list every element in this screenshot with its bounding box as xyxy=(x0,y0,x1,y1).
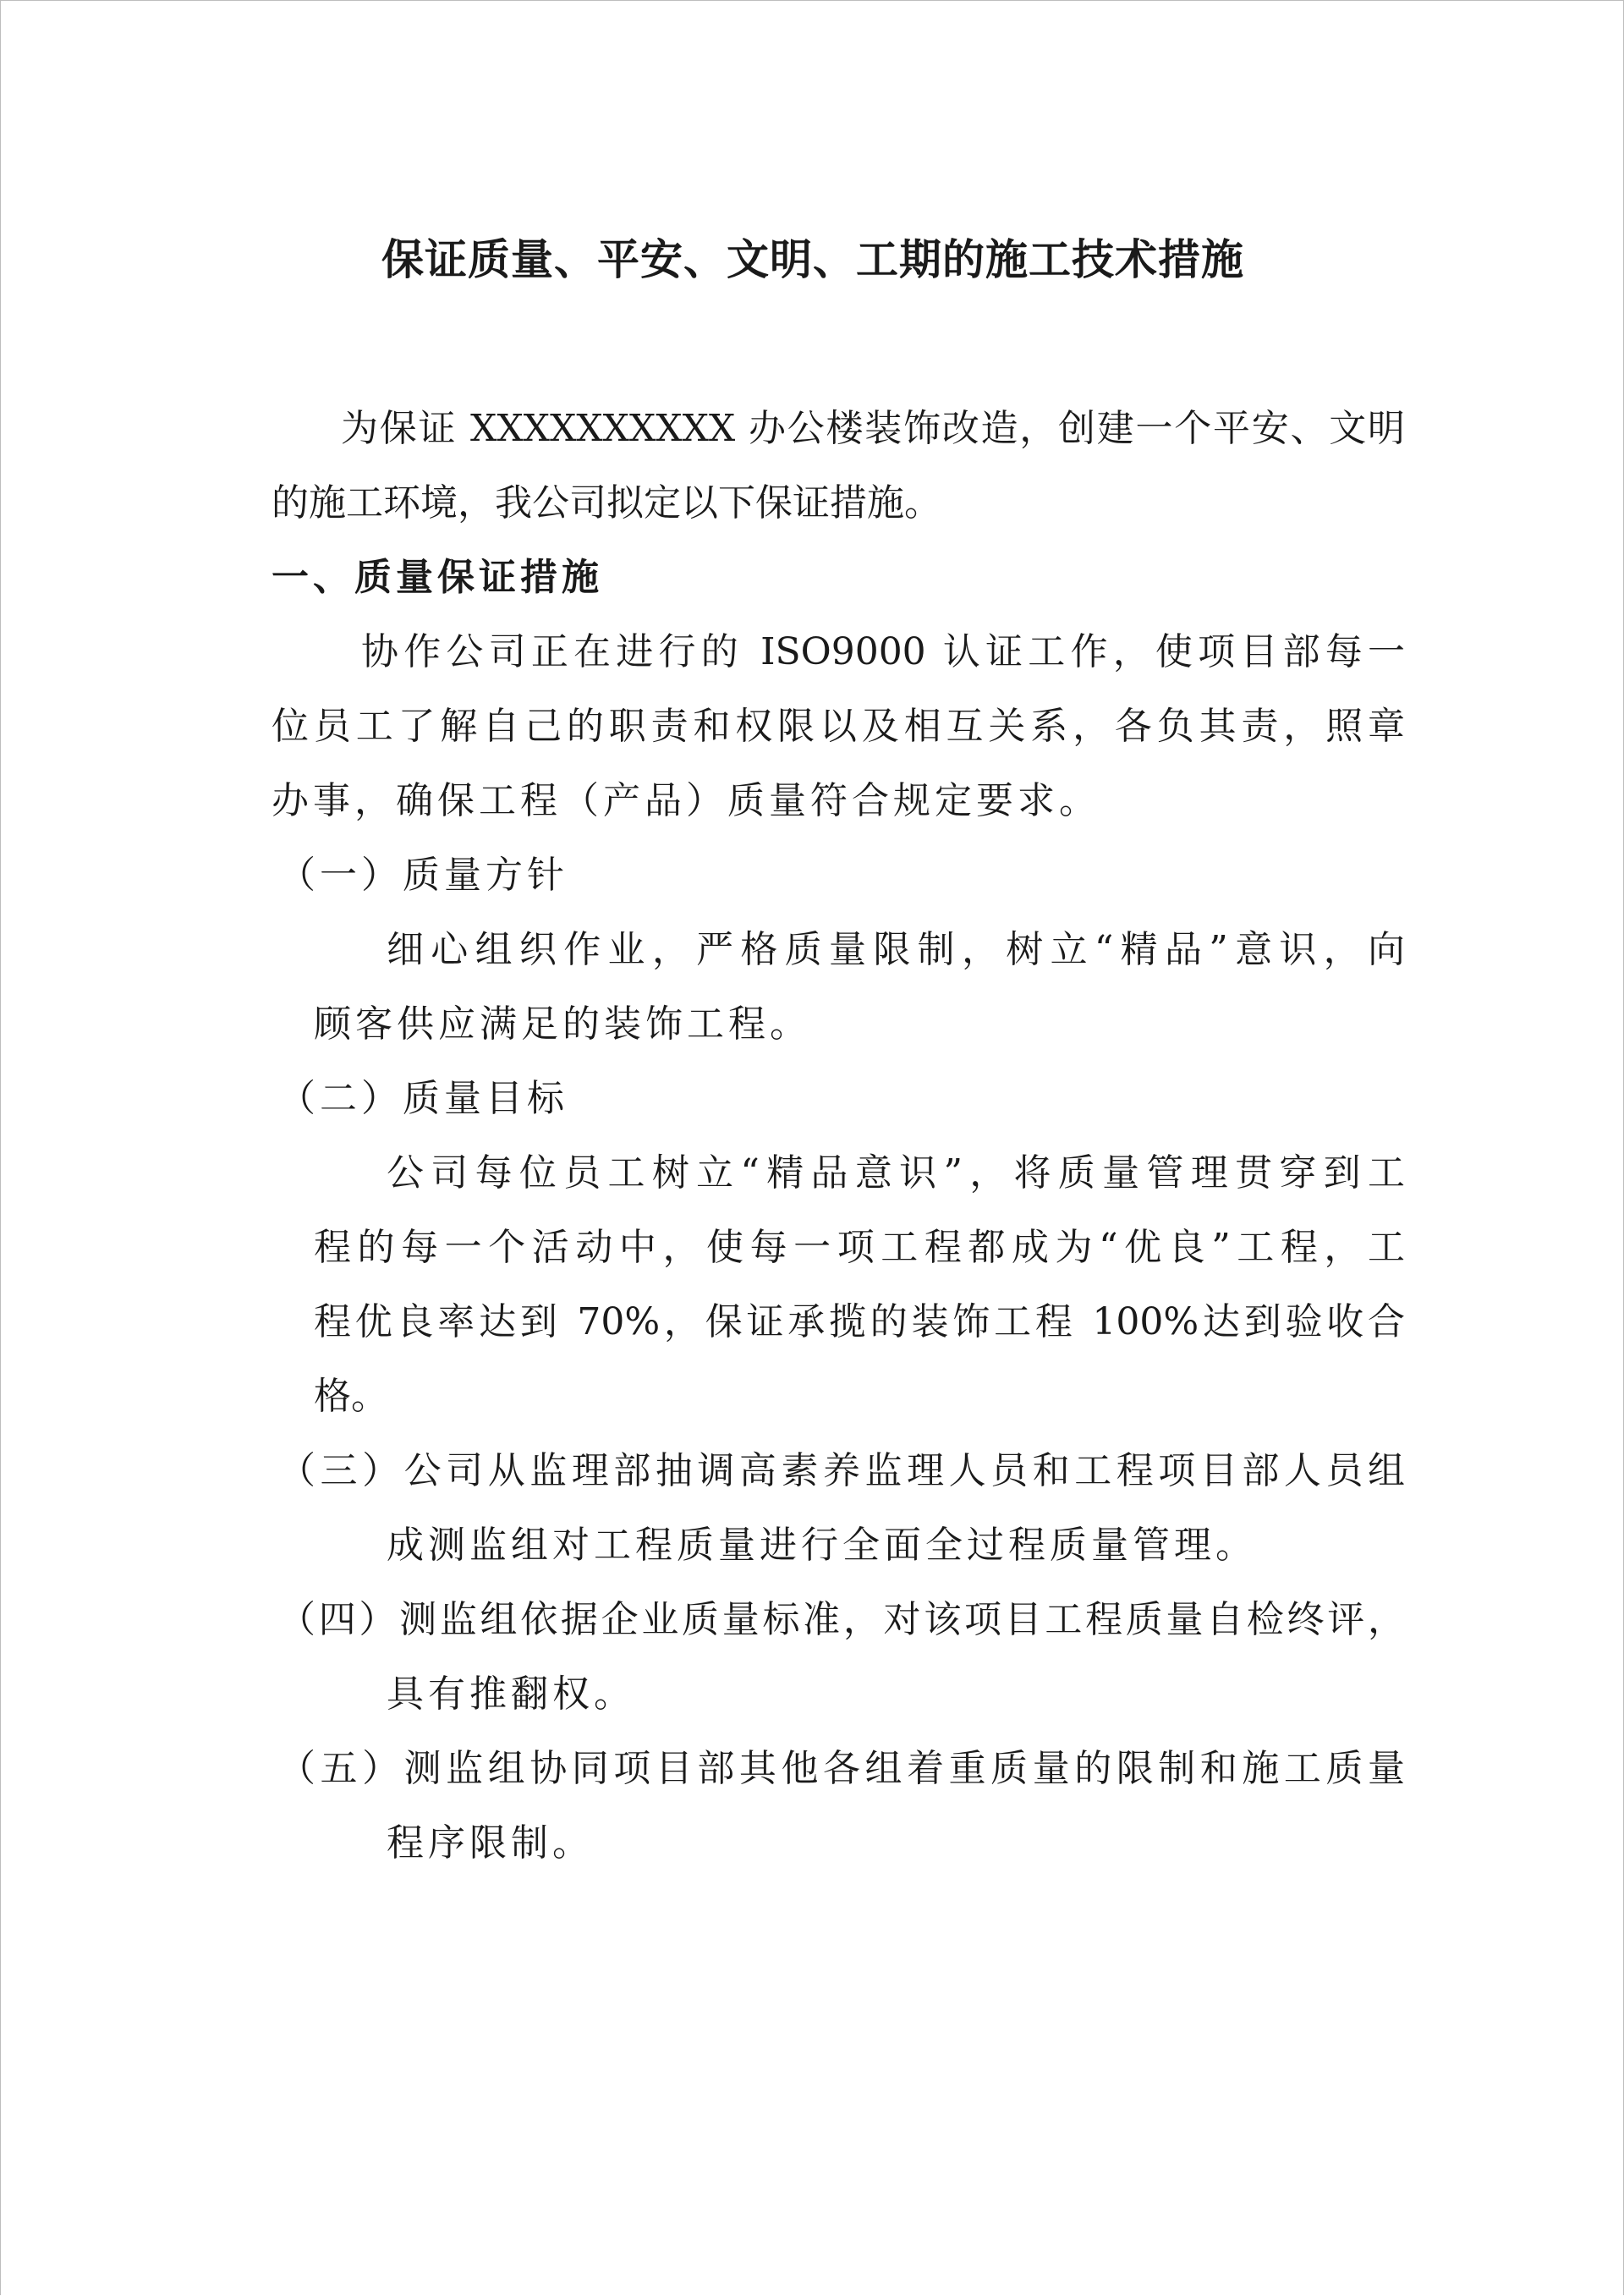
item-4-line-1: （四）测监组依据企业质量标准，对该项目工程质量自检终评， xyxy=(278,1598,1405,1641)
quality-policy-line-2: 顾客供应满足的装饰工程。 xyxy=(314,1002,811,1046)
subheading-quality-target: （二）质量目标 xyxy=(278,1077,568,1120)
quality-target-line-1: 公司每位员工树立“精品意识”，将质量管理贯穿到工 xyxy=(387,1151,1405,1195)
item-3-line-2: 成测监组对工程质量进行全面全过程质量管理。 xyxy=(387,1524,1257,1567)
quality-target-line-2: 程的每一个活动中，使每一项工程都成为“优良”工程，工 xyxy=(314,1226,1405,1269)
intro-line-2: 的施工环境，我公司拟定以下保证措施。 xyxy=(272,481,941,525)
intro-line-1: 为保证 XXXXXXXXXX 办公楼装饰改造，创建一个平安、文明 xyxy=(341,407,1405,450)
section1-para-line-3: 办事，确保工程（产品）质量符合规定要求。 xyxy=(272,779,1100,822)
item-4-line-2: 具有推翻权。 xyxy=(387,1673,635,1716)
section1-para-line-1: 协作公司正在进行的 ISO9000 认证工作，使项目部每一 xyxy=(361,630,1405,673)
item-3-line-1: （三）公司从监理部抽调高素养监理人员和工程项目部人员组 xyxy=(278,1449,1405,1492)
quality-policy-line-1: 细心组织作业，严格质量限制，树立“精品”意识，向 xyxy=(387,928,1405,971)
item-5-line-2: 程序限制。 xyxy=(387,1821,594,1865)
item-5-line-1: （五）测监组协同项目部其他各组着重质量的限制和施工质量 xyxy=(278,1747,1405,1790)
document-title: 保证质量、平安、文明、工期的施工技术措施 xyxy=(381,235,1244,284)
subheading-quality-policy: （一）质量方针 xyxy=(278,854,568,897)
section-heading-quality: 一、质量保证措施 xyxy=(272,556,603,599)
section1-para-line-2: 位员工了解自己的职责和权限以及相互关系，各负其责，照章 xyxy=(272,705,1405,748)
quality-target-line-4: 格。 xyxy=(314,1375,388,1418)
quality-target-line-3: 程优良率达到 70%，保证承揽的装饰工程 100%达到验收合 xyxy=(314,1300,1405,1343)
